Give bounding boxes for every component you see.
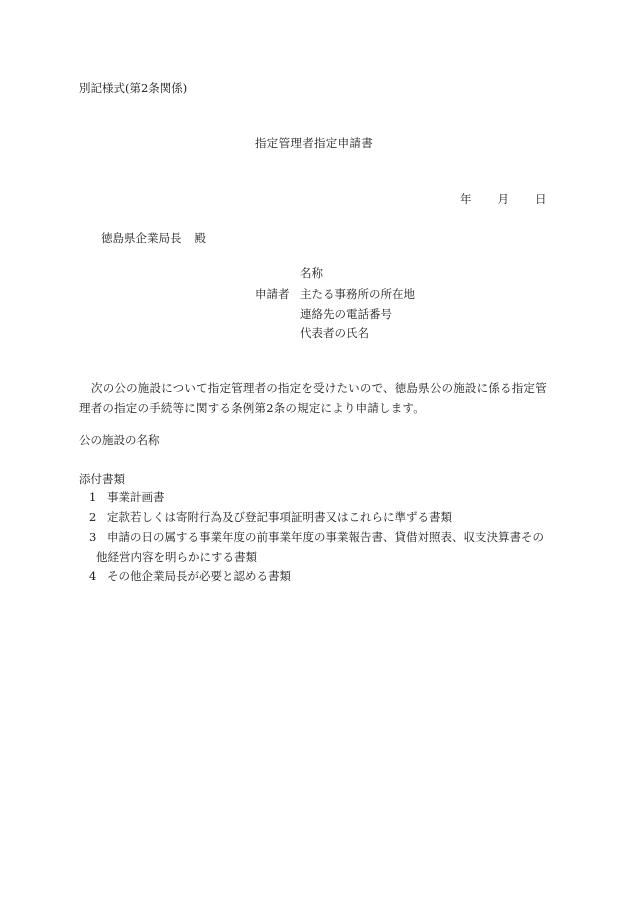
attachment-text: 事業計画書 xyxy=(107,490,165,504)
addressee-name: 徳島県企業局長 xyxy=(101,231,182,245)
attachment-item xyxy=(89,507,554,527)
attachment-item xyxy=(89,487,554,507)
body-paragraph: 次の公の施設について指定管理者の指定を受けたいので、徳島県公の施設に係る指定管理者の指定の手続等に関する条例第2条の規定により申請します。 xyxy=(79,381,547,415)
attachment-number: 1 xyxy=(89,490,97,504)
attachment-item xyxy=(89,527,554,547)
form-label: 別記様式(第2条関係) xyxy=(79,81,188,95)
date-year-label: 年 xyxy=(460,192,472,206)
applicant-field-name: 名称 xyxy=(300,266,323,280)
applicant-role-label: 申請者 xyxy=(255,287,290,301)
attachment-number: 2 xyxy=(89,510,97,524)
attachment-text: 申請の日の属する事業年度の前事業年度の事業報告書、貸借対照表、収支決算書その xyxy=(107,530,544,544)
applicant-field-representative: 代表者の氏名 xyxy=(300,326,369,340)
addressee xyxy=(101,233,206,245)
applicant-field-address: 主たる事務所の所在地 xyxy=(300,287,415,301)
applicant-field-phone: 連絡先の電話番号 xyxy=(300,307,392,321)
document-title: 指定管理者指定申請書 xyxy=(255,136,373,150)
attachment-number: 4 xyxy=(89,569,97,583)
date-month-label: 月 xyxy=(497,192,509,206)
attachment-number: 3 xyxy=(89,530,97,544)
addressee-honorific: 殿 xyxy=(194,231,206,245)
date-row xyxy=(460,194,547,206)
attachments-heading: 添付書類 xyxy=(79,472,125,486)
date-day-label: 日 xyxy=(535,192,547,206)
attachment-text: その他企業局長が必要と認める書類 xyxy=(107,569,291,583)
facility-name-label: 公の施設の名称 xyxy=(79,433,160,447)
attachment-item xyxy=(89,566,554,586)
attachment-item-continuation: 他経営内容を明らかにする書類 xyxy=(96,550,257,564)
attachment-text: 定款若しくは寄附行為及び登記事項証明書又はこれらに準ずる書類 xyxy=(107,510,452,524)
